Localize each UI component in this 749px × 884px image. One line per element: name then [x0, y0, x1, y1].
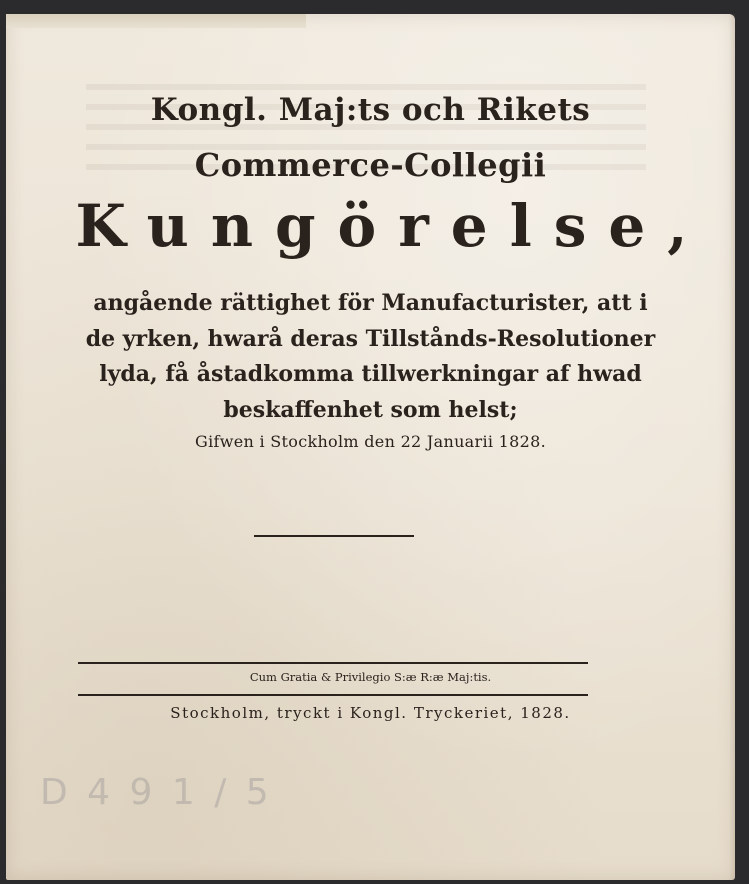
short-divider [254, 535, 414, 537]
description-line: angående rättighet för Manufacturister, att i [93, 290, 648, 316]
privilege-line: Cum Gratia & Privilegio S:æ R:æ Maj:tis. [249, 670, 492, 684]
title-line-3: Kungörelse, [75, 192, 710, 260]
pencil-shelfmark: D 4 9 1 / 5 [40, 772, 273, 813]
title-line-1: Kongl. Maj:ts och Rikets [150, 92, 591, 128]
given-date-line: Gifwen i Stockholm den 22 Januarii 1828. [195, 432, 546, 451]
imprint-line: Stockholm, tryckt i Kongl. Tryckeriet, 1828. [170, 704, 571, 722]
divider-bottom [78, 694, 588, 696]
description-line: de yrken, hwarå deras Tillstånds-Resolutioner [85, 325, 656, 352]
divider-top [78, 662, 588, 664]
page-top-edge [6, 14, 306, 28]
description-line: beskaffenhet som helst; [223, 396, 518, 423]
description [6, 286, 735, 428]
title-line-2: Commerce-Collegii [194, 146, 547, 184]
description-line: lyda, få åstadkomma tillwerkningar af hwad [99, 361, 642, 387]
document-page [6, 14, 735, 880]
